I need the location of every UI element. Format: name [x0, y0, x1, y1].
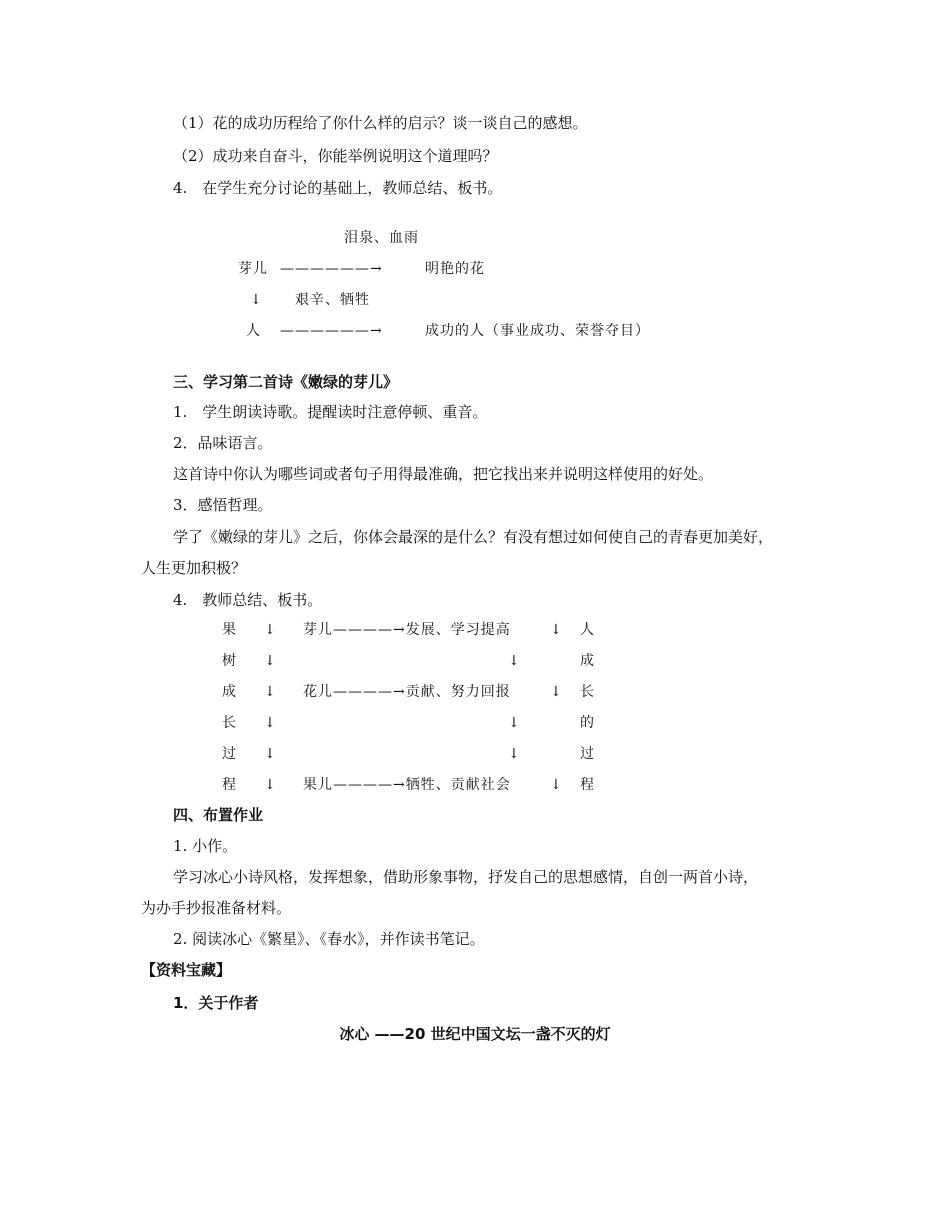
board2-mid-arrow: ↓	[550, 684, 563, 700]
section3-item4: 4. 教师总结、板书。	[173, 591, 323, 609]
board2-left-char: 成	[222, 684, 237, 700]
resources-item1: 1．关于作者	[173, 994, 259, 1012]
board2-left-arrow: ↓	[264, 715, 277, 731]
board2-left-arrow: ↓	[264, 653, 277, 669]
resources-subtitle: 冰心 ——20 世纪中国文坛一盏不灭的灯	[339, 1025, 611, 1043]
board2-mid-row: 果儿————→牺牲、贡献社会	[303, 777, 511, 793]
board1-row1-right: 明艳的花	[425, 261, 485, 277]
q2: （2）成功来自奋斗，你能举例说明这个道理吗？	[173, 147, 498, 165]
resources-heading: 【资料宝藏】	[141, 961, 232, 979]
section3-item3-text-b: 人生更加积极？	[141, 559, 247, 577]
section4-item1: 1. 小作。	[173, 837, 238, 855]
board2-right-char: 过	[580, 746, 595, 762]
board2-left-arrow: ↓	[264, 622, 277, 638]
board2-mid-arrow: ↓	[550, 777, 563, 793]
q1: （1）花的成功历程给了你什么样的启示？谈一谈自己的感想。	[173, 114, 588, 132]
board2-mid-row: 芽儿————→发展、学习提高	[303, 622, 511, 638]
board2-right-char: 程	[580, 777, 595, 793]
section4-item2: 2. 阅读冰心《繁星》、《春水》，并作读书笔记。	[173, 930, 485, 948]
board2-mid-arrow: ↓	[508, 653, 521, 669]
board2-mid-row: 花儿————→贡献、努力回报	[303, 684, 511, 700]
board1-row2-label: 艰辛、牺牲	[295, 292, 370, 308]
board2-left-char: 过	[222, 746, 237, 762]
board1-row3-right: 成功的人（事业成功、荣誉夺目）	[425, 323, 650, 339]
board1-row3-left: 人	[246, 323, 261, 339]
board2-left-char: 果	[222, 622, 237, 638]
board2-mid-arrow: ↓	[550, 622, 563, 638]
section3-item2-text: 这首诗中你认为哪些词或者句子用得最准确，把它找出来并说明这样使用的好处。	[173, 465, 714, 483]
section3-item1: 1. 学生朗读诗歌。提醒读时注意停顿、重音。	[173, 403, 488, 421]
board2-left-arrow: ↓	[264, 684, 277, 700]
section4-heading: 四、布置作业	[173, 806, 264, 824]
board2-right-char: 长	[580, 684, 595, 700]
board2-right-char: 人	[580, 622, 595, 638]
board2-right-char: 的	[580, 715, 595, 731]
section3-item3-text-a: 学了《嫩绿的芽儿》之后，你体会最深的是什么？有没有想过如何使自己的青春更加美好，	[173, 528, 774, 546]
section4-item1-text-b: 为办手抄报准备材料。	[141, 899, 292, 917]
step-4: 4. 在学生充分讨论的基础上，教师总结、板书。	[173, 179, 503, 197]
board2-left-char: 长	[222, 715, 237, 731]
board2-left-char: 树	[222, 653, 237, 669]
board1-row1-left: 芽儿	[238, 261, 268, 277]
board1-row1-arrow: ——————→	[280, 261, 383, 277]
section3-item2: 2．品味语言。	[173, 434, 273, 452]
board2-left-arrow: ↓	[264, 746, 277, 762]
board2-right-char: 成	[580, 653, 595, 669]
board1-top-label: 泪泉、血雨	[344, 230, 419, 246]
board2-left-char: 程	[222, 777, 237, 793]
board2-mid-arrow: ↓	[508, 746, 521, 762]
board2-mid-arrow: ↓	[508, 715, 521, 731]
section3-item3: 3．感悟哲理。	[173, 496, 273, 514]
board2-left-arrow: ↓	[264, 777, 277, 793]
section4-item1-text-a: 学习冰心小诗风格，发挥想象，借助形象事物，抒发自己的思想感情，自创一两首小诗，	[173, 868, 759, 886]
board1-row3-arrow: ——————→	[280, 323, 383, 339]
section3-heading: 三、学习第二首诗《嫩绿的芽儿》	[173, 373, 399, 391]
board1-row2-arrow: ↓	[250, 292, 263, 308]
